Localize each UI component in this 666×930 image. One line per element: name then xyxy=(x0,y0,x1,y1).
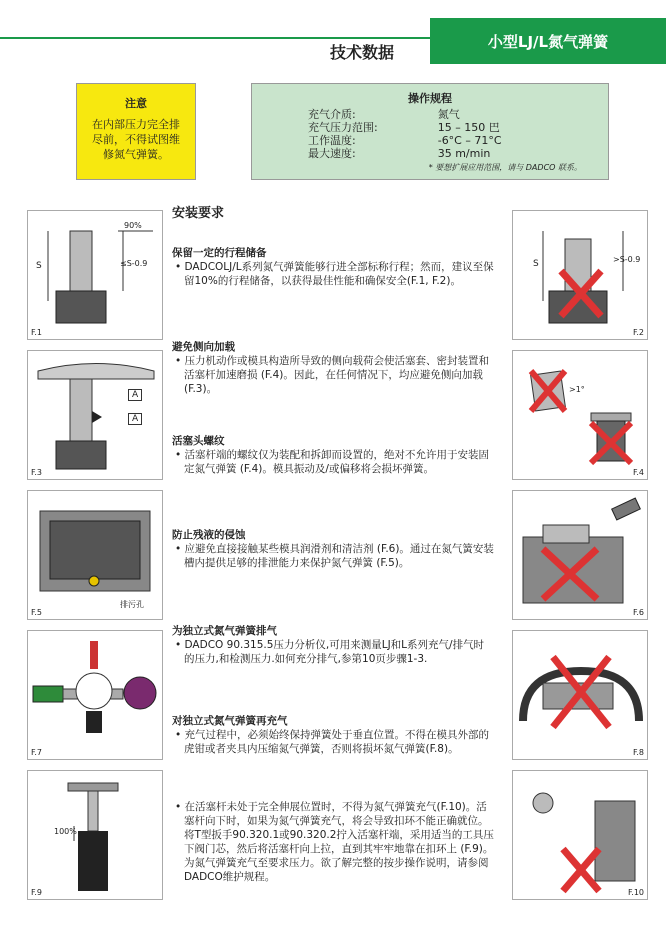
section-title: 安装要求 xyxy=(172,206,225,221)
figure-f6 xyxy=(512,490,648,620)
bullet-text: • 在活塞杆未处于完全伸展位置时，不得为氮气弹簧充气(F.10)。活塞杆向下时，如果为氮气弹簧充气，将会导致扣环不能正确就位。将T型扳手90.320.1或90.320.2拧入活塞杆端，采用适当的工具压下阀门芯，然后将活塞杆向上拉，直到其牢牢地靠在扣环上 (F.9)。 为氮气弹簧充气至要求压力。欲了解完整的按步操作说明，请参阅DADCO维护规程。 xyxy=(175,801,494,883)
spec-value: 氮气 xyxy=(437,108,460,121)
figure-label: F.4 xyxy=(633,468,644,477)
datum-label: A xyxy=(128,389,142,401)
figure-label: F.1 xyxy=(31,328,42,337)
drain-label: 排污孔 xyxy=(120,600,144,609)
section-side-load xyxy=(172,340,494,396)
spec-label: 充气压力范围: xyxy=(308,121,378,134)
gauge-diagram xyxy=(28,631,164,761)
paragraph: DADCO 90.315.5压力分析仪,可用来测量LJ和L系列充气/排气时的压力,和检测压力.如何充分排气,参第10页步骤1-3. xyxy=(184,639,485,665)
spec-value: 15 – 150 巴 xyxy=(437,121,500,134)
pct-label: 100% xyxy=(54,827,77,836)
spec-label: 充气介质: xyxy=(308,108,356,121)
figure-label: F.9 xyxy=(31,888,42,897)
spec-row xyxy=(308,121,502,134)
spring-diagram xyxy=(28,211,164,341)
figure-f10 xyxy=(512,770,648,900)
paragraph: 应避免直接接触某些模具润滑剂和清洁剂 (F.6)。通过在氮气簧安装槽内提供足够的排泄能力来保护氮气弹簧 (F.5)。 xyxy=(184,543,494,569)
contamination-wrong xyxy=(513,491,649,621)
charge-wrong xyxy=(513,771,649,901)
bullet-text: • 应避免直接接触某些模具润滑剂和清洁剂 (F.6)。通过在氮气簧安装槽内提供足够的排泄能力来保护氮气弹簧 (F.5)。 xyxy=(175,543,494,569)
spec-row xyxy=(308,108,502,121)
t-wrench-diagram xyxy=(28,771,164,901)
figure-label: F.7 xyxy=(31,748,42,757)
figure-f8 xyxy=(512,630,648,760)
section-charging-procedure xyxy=(172,800,494,884)
section-thread xyxy=(172,434,494,476)
paragraph: 充气过程中，必须始终保持弹簧处于垂直位置。不得在模具外部的虎钳或者夹具内压缩氮气弹簧，否则将损坏氮气弹簧(F.8)。 xyxy=(184,729,490,755)
figure-label: F.3 xyxy=(31,468,42,477)
vise-wrong xyxy=(513,631,649,761)
spec-row xyxy=(308,134,502,147)
reserve-label: ≤S-0.9 xyxy=(120,259,148,268)
figure-label: F.8 xyxy=(633,748,644,757)
paragraph: 压力机动作或模具构造所导致的侧向载荷会使活塞套、密封装置和活塞杆加速磨损 (F.4)。因此，在任何情况下，均应避免侧向加载 (F.3)。 xyxy=(184,355,490,395)
caution-text: 在内部压力完全排尽前，不得试图维修氮气弹簧。 xyxy=(92,118,180,161)
specs-table xyxy=(308,108,502,160)
bullet-text: • 活塞杆端的螺纹仅为装配和拆卸而设置的，绝对不允许用于安装固定氮气弹簧 (F.4)。模具振动及/或偏移将会损坏弹簧。 xyxy=(175,449,490,475)
paragraph: 活塞杆端的螺纹仅为装配和拆卸而设置的，绝对不允许用于安装固定氮气弹簧 (F.4)。模具振动及/或偏移将会损坏弹簧。 xyxy=(184,449,490,475)
caution-heading: 注意 xyxy=(125,97,147,110)
figure-f1 xyxy=(27,210,163,340)
specs-box xyxy=(251,83,609,180)
figure-label: F.2 xyxy=(633,328,644,337)
spec-row xyxy=(308,147,502,160)
section-exhaust xyxy=(172,624,494,666)
subheading: 为独立式氮气弹簧排气 xyxy=(172,625,277,637)
reserve-label: >S-0.9 xyxy=(613,255,641,264)
stroke-label: S xyxy=(36,261,42,271)
page-title: 技术数据 xyxy=(330,43,395,62)
datum-label: A xyxy=(128,413,142,425)
side-load-diagram xyxy=(28,351,164,481)
subheading: 对独立式氮气弹簧再充气 xyxy=(172,715,288,727)
section-recharge xyxy=(172,714,494,756)
section-contamination xyxy=(172,528,494,570)
bullet-text: • 充气过程中，必须始终保持弹簧处于垂直位置。不得在模具外部的虎钳或者夹具内压缩氮气弹簧，否则将损坏氮气弹簧(F.8)。 xyxy=(175,729,490,755)
figure-f3 xyxy=(27,350,163,480)
figure-label: F.5 xyxy=(31,608,42,617)
subheading: 活塞头螺纹 xyxy=(172,435,225,447)
subheading: 避免侧向加载 xyxy=(172,341,235,353)
bullet-text: • 压力机动作或模具构造所导致的侧向载荷会使活塞套、密封装置和活塞杆加速磨损 (F.4)。因此，在任何情况下，均应避免侧向加载 (F.3)。 xyxy=(175,355,490,395)
specs-footnote: * 要想扩展应用范围，请与 DADCO 联系。 xyxy=(428,163,582,172)
figure-label: F.10 xyxy=(627,888,644,897)
bullet-text: • DADCOLJ/L系列氮气弹簧能够行进全部标称行程；然而，建议至保留10%的行程储备，以获得最佳性能和确保安全(F.1, F.2)。 xyxy=(175,261,494,287)
header-rule xyxy=(0,37,430,39)
pct-label: 90% xyxy=(124,221,142,230)
side-load-wrong xyxy=(513,351,649,481)
angle-label: >1° xyxy=(569,385,585,394)
subheading: 防止残液的侵蚀 xyxy=(172,529,246,541)
figure-f2 xyxy=(512,210,648,340)
figure-f9 xyxy=(27,770,163,900)
figure-label: F.6 xyxy=(633,608,644,617)
section-stroke-reserve xyxy=(172,246,494,288)
spec-label: 工作温度: xyxy=(308,134,356,147)
paragraph: 在活塞杆未处于完全伸展位置时，不得为氮气弹簧充气(F.10)。活塞杆向下时，如果为氮气弹簧充气，将会导致扣环不能正确就位。将T型扳手90.320.1或90.320.2拧入活塞杆端，采用适当的工具压下阀门芯，然后将活塞杆向上拉，直到其牢牢地靠在扣环上 (F.9)。 为氮气弹簧充气至要求压力。欲了解完整的按步操作说明，请参阅DADCO维护规程。 xyxy=(184,801,494,883)
subheading: 保留一定的行程储备 xyxy=(172,247,267,259)
product-tab: 小型LJ/L氮气弹簧 xyxy=(430,18,666,64)
caution-box xyxy=(76,83,196,180)
spring-diagram-wrong xyxy=(513,211,649,341)
stroke-label: S xyxy=(533,259,539,269)
paragraph: DADCOLJ/L系列氮气弹簧能够行进全部标称行程；然而，建议至保留10%的行程储备，以获得最佳性能和确保安全(F.1, F.2)。 xyxy=(184,261,494,287)
figure-f4 xyxy=(512,350,648,480)
bullet-text: • DADCO 90.315.5压力分析仪,可用来测量LJ和L系列充气/排气时的压力,和检测压力.如何充分排气,参第10页步骤1-3. xyxy=(175,639,485,665)
spec-value: -6°C – 71°C xyxy=(437,134,502,147)
figure-f5 xyxy=(27,490,163,620)
figure-f7 xyxy=(27,630,163,760)
specs-heading: 操作规程 xyxy=(408,92,452,105)
spec-label: 最大速度: xyxy=(308,147,356,160)
spec-value: 35 m/min xyxy=(437,147,491,160)
